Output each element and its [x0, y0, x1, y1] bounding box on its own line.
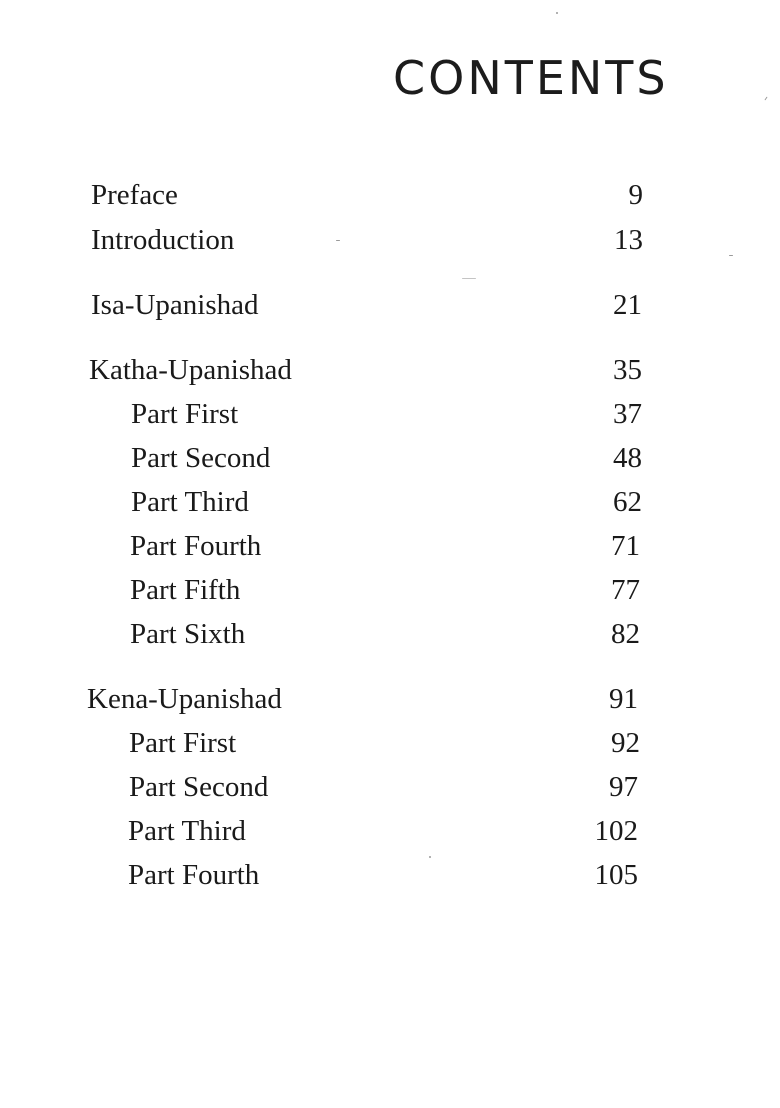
entry-title: Part Third — [131, 486, 249, 518]
entry-title: Part Fifth — [130, 574, 241, 606]
entry-page-number: 102 — [594, 815, 638, 847]
entry-page-number: 62 — [613, 486, 642, 518]
entry-page-number: 21 — [613, 289, 642, 321]
entry-page-number: 48 — [613, 442, 642, 474]
entry-title: Part Fourth — [130, 530, 262, 562]
entry-title: Part Sixth — [130, 618, 246, 650]
entry-title: Kena-Upanishad — [87, 683, 282, 715]
toc-subentry — [0, 440, 780, 476]
entry-title: Part Third — [128, 815, 246, 847]
entry-title: Part Second — [129, 771, 269, 803]
entry-title: Isa-Upanishad — [91, 289, 259, 321]
entry-title: Introduction — [91, 224, 235, 256]
entry-page-number: 92 — [611, 727, 640, 759]
toc-subentry — [0, 572, 780, 608]
entry-page-number: 9 — [628, 179, 643, 211]
page-title: CONTENTS — [393, 51, 669, 105]
entry-page-number: 13 — [614, 224, 643, 256]
toc-subentry — [0, 725, 780, 761]
entry-page-number: 91 — [609, 683, 638, 715]
toc-subentry — [0, 484, 780, 520]
entry-page-number: 105 — [594, 859, 638, 891]
entry-title: Katha-Upanishad — [89, 354, 292, 386]
toc-entry — [0, 681, 780, 717]
entry-page-number: 35 — [613, 354, 642, 386]
toc-subentry — [0, 813, 780, 849]
entry-page-number: 97 — [609, 771, 638, 803]
toc-subentry — [0, 769, 780, 805]
scan-speck — [556, 12, 558, 14]
scan-speck — [429, 856, 431, 858]
entry-title: Part Fourth — [128, 859, 260, 891]
entry-title: Part First — [131, 398, 239, 430]
toc-subentry — [0, 528, 780, 564]
scan-speck — [729, 255, 733, 256]
toc-entry — [0, 177, 780, 213]
toc-subentry — [0, 396, 780, 432]
entry-page-number: 77 — [611, 574, 640, 606]
toc-subentry — [0, 616, 780, 652]
toc-subentry — [0, 857, 780, 893]
entry-page-number: 82 — [611, 618, 640, 650]
entry-page-number: 71 — [611, 530, 640, 562]
entry-title: Part First — [129, 727, 237, 759]
entry-title: Preface — [91, 179, 178, 211]
scan-speck — [462, 278, 476, 279]
entry-page-number: 37 — [613, 398, 642, 430]
toc-entry — [0, 352, 780, 388]
toc-entry — [0, 222, 780, 258]
toc-entry — [0, 287, 780, 323]
scan-speck — [336, 240, 340, 241]
entry-title: Part Second — [131, 442, 271, 474]
